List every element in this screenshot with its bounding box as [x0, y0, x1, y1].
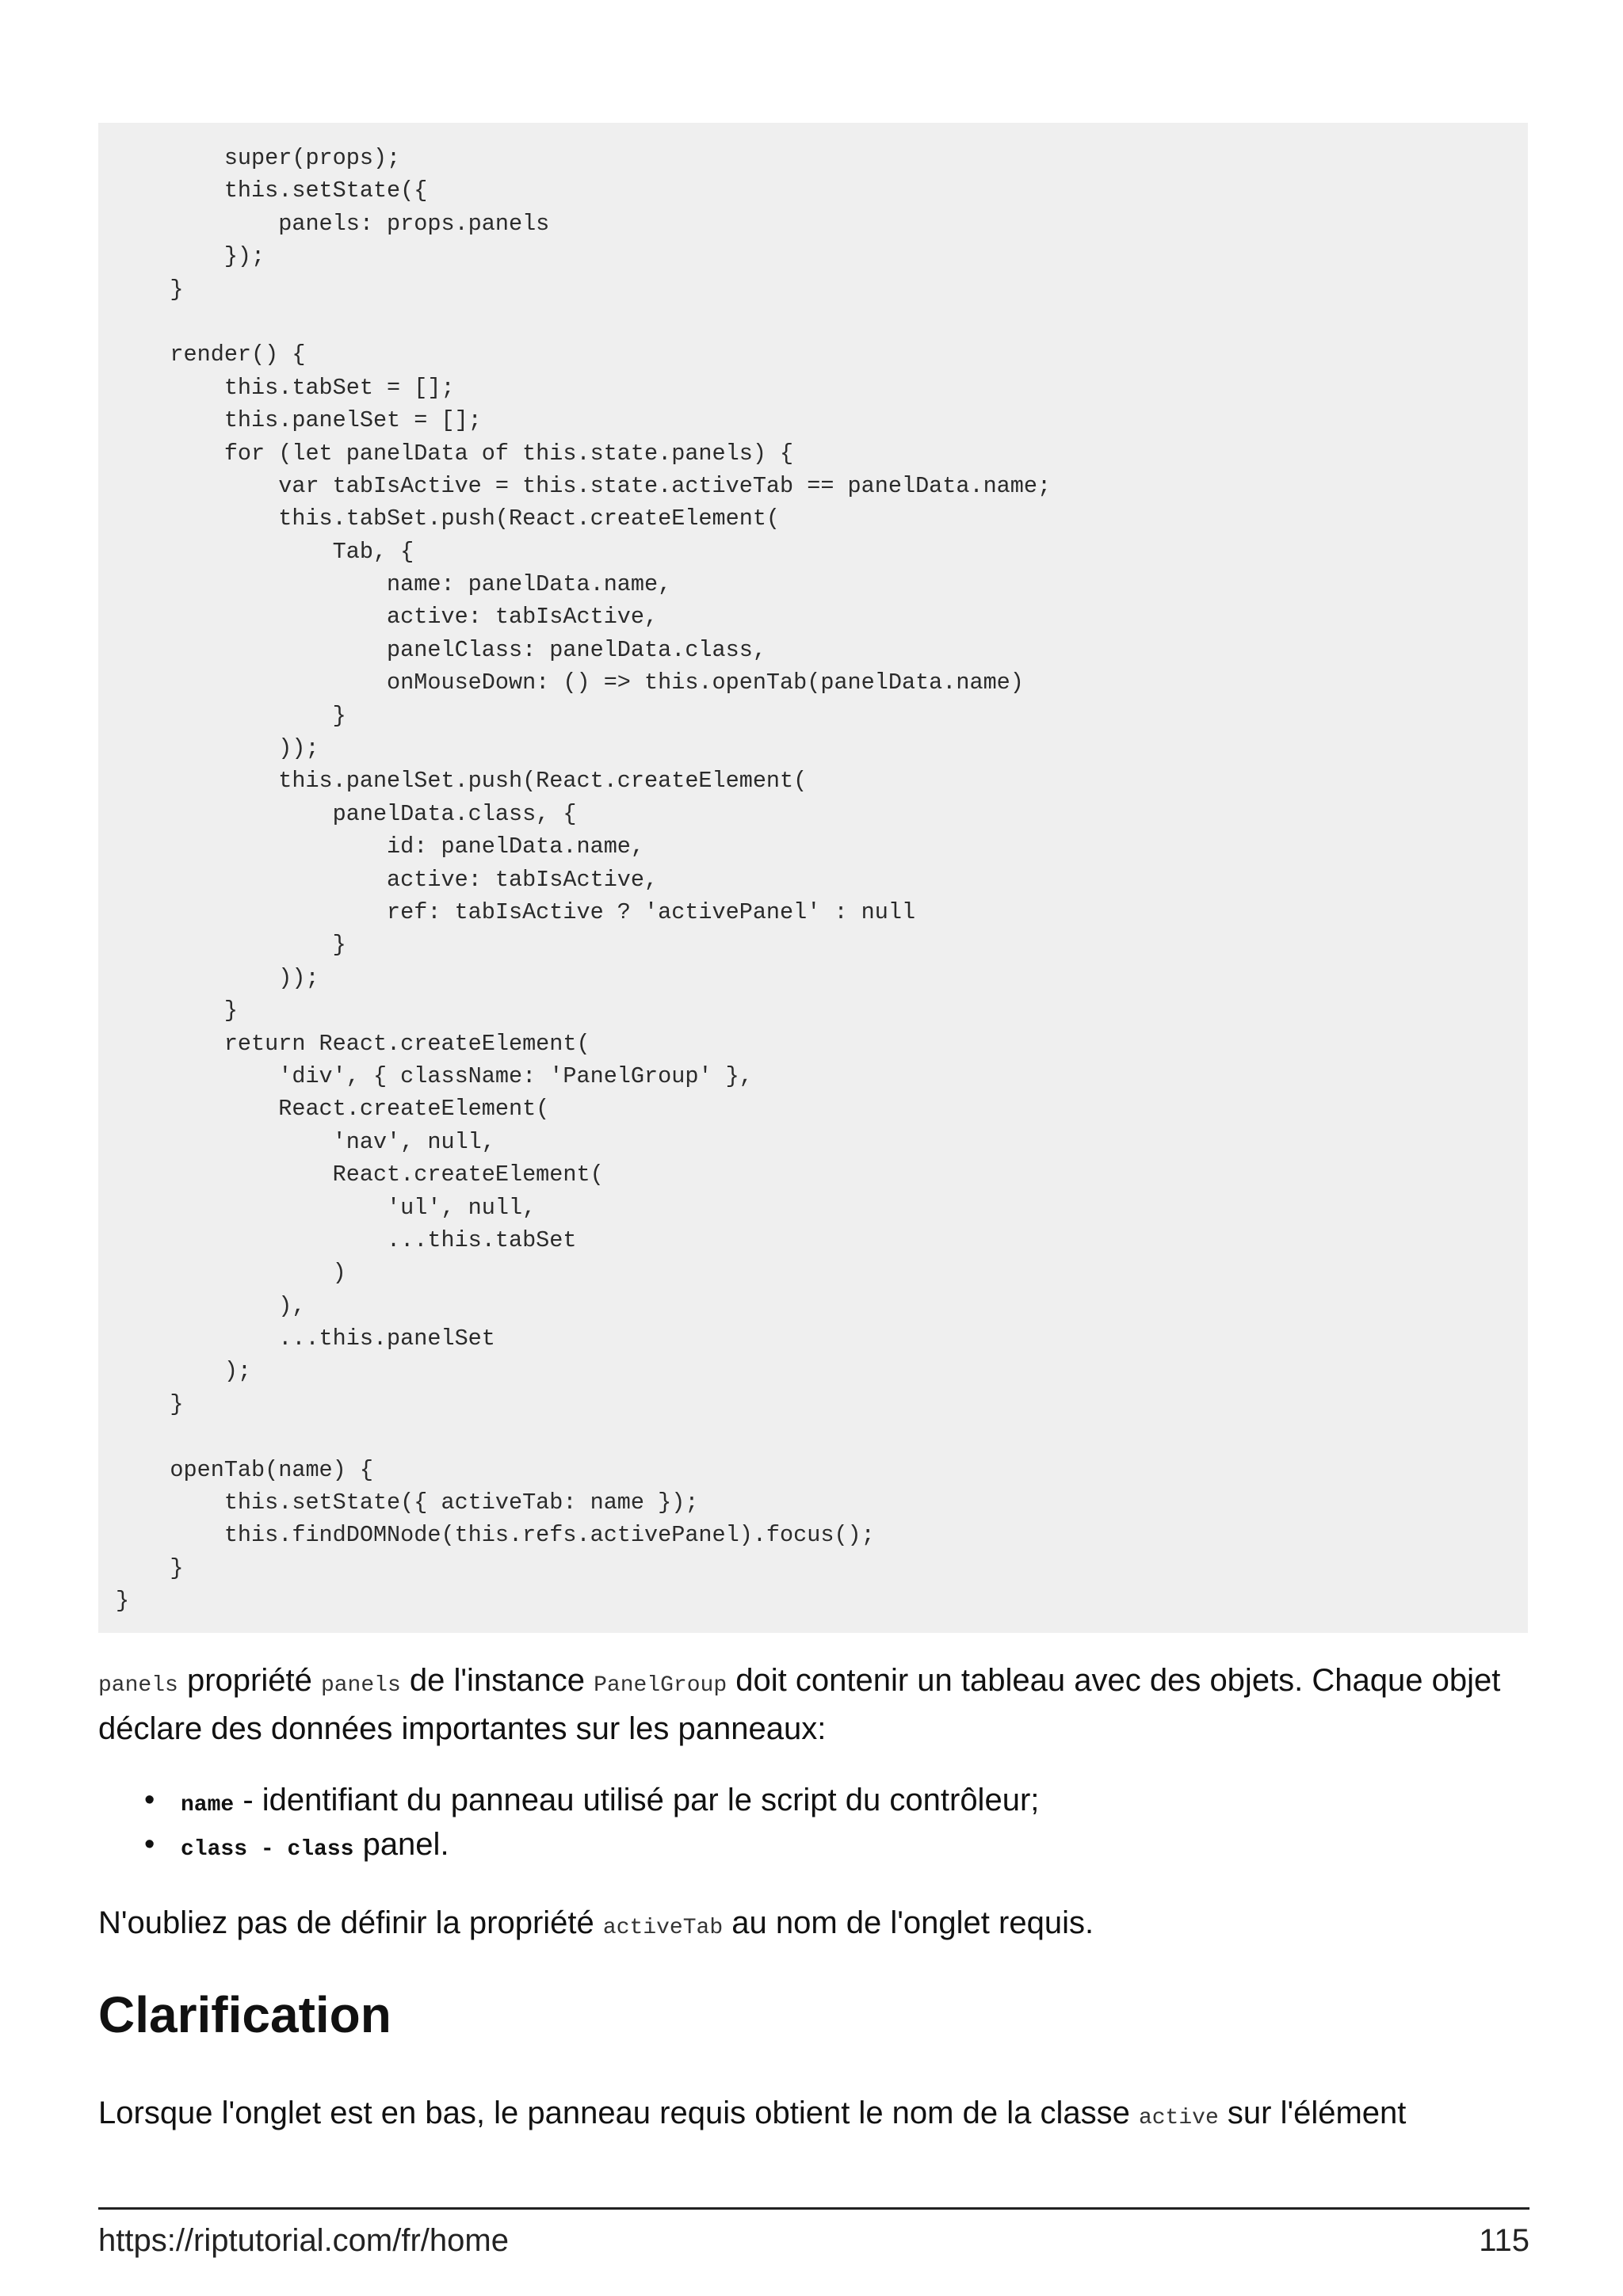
code-line: active: tabIsActive, [116, 604, 659, 631]
code-line: this.setState({ [116, 177, 428, 204]
code-line: id: panelData.name, [116, 833, 645, 860]
bullet-icon: • [144, 1828, 155, 1861]
footer-divider [98, 2207, 1529, 2210]
code-line: React.createElement( [116, 1161, 604, 1188]
inline-code-panelgroup: PanelGroup [594, 1673, 727, 1698]
text-segment: propriété [178, 1663, 321, 1698]
list-item [98, 1778, 1525, 1822]
code-line: ) [116, 1260, 346, 1287]
code-line: } [116, 702, 346, 729]
code-line: for (let panelData of this.state.panels) { [116, 440, 794, 467]
code-line: }); [116, 243, 265, 270]
code-line: panelClass: panelData.class, [116, 636, 766, 663]
code-line: } [116, 1588, 130, 1615]
code-line: } [116, 276, 184, 303]
code-line: )); [116, 735, 319, 762]
code-line: this.panelSet = []; [116, 407, 482, 434]
code-line: this.tabSet.push(React.createElement( [116, 505, 781, 532]
code-block [98, 123, 1528, 1633]
code-line: active: tabIsActive, [116, 866, 659, 893]
text-segment: sur l'élément [1218, 2096, 1407, 2130]
code-line: this.tabSet = []; [116, 374, 455, 401]
footer-url: https://riptutorial.com/fr/home [98, 2223, 509, 2258]
text-segment: doit contenir un tableau avec des objets. Chaque objet déclare des données importantes sur les panneaux: [98, 1663, 1501, 1746]
inline-code-class: class [181, 1837, 248, 1862]
code-line: ); [116, 1358, 252, 1385]
code-line: openTab(name) { [116, 1456, 373, 1483]
code-line: this.panelSet.push(React.createElement( [116, 768, 808, 795]
property-list [98, 1778, 1525, 1867]
panels-description [98, 1659, 1525, 1750]
code-line [116, 306, 1528, 338]
code-line: panels: props.panels [116, 210, 550, 237]
code-line: var tabIsActive = this.state.activeTab == panelData.name; [116, 472, 1052, 499]
code-line: 'ul', null, [116, 1194, 537, 1221]
code-line: render() { [116, 341, 306, 368]
code-line: super(props); [116, 145, 401, 171]
code-line: panelData.class, { [116, 800, 577, 827]
code-line: } [116, 1390, 184, 1417]
code-line: )); [116, 964, 319, 991]
code-line: } [116, 1554, 184, 1581]
code-line: ), [116, 1292, 306, 1319]
list-item [98, 1822, 1525, 1867]
code-line: onMouseDown: () => this.openTab(panelData.name) [116, 669, 1024, 696]
code-line: ...this.tabSet [116, 1226, 577, 1253]
text-segment: au nom de l'onglet requis. [723, 1905, 1094, 1940]
separator: - [247, 1837, 288, 1862]
inline-code-name: name [181, 1793, 235, 1817]
code-line: ...this.panelSet [116, 1325, 495, 1352]
code-line: Tab, { [116, 538, 414, 565]
inline-code-active: active [1138, 2106, 1219, 2130]
code-line: } [116, 932, 346, 959]
code-line: this.findDOMNode(this.refs.activePanel).focus(); [116, 1522, 875, 1549]
code-line: React.createElement( [116, 1096, 550, 1123]
inline-code-activetab: activeTab [602, 1916, 724, 1940]
text-segment: Lorsque l'onglet est en bas, le panneau requis obtient le nom de la classe [98, 2096, 1139, 2130]
clarification-text [98, 2092, 1525, 2140]
section-heading: Clarification [98, 1986, 391, 2043]
code-line: this.setState({ activeTab: name }); [116, 1489, 699, 1516]
code-line: 'div', { className: 'PanelGroup' }, [116, 1062, 753, 1089]
inline-code-panels: panels [98, 1673, 178, 1698]
list-item-text: panel. [353, 1827, 449, 1862]
code-line [116, 1421, 1528, 1453]
code-line: 'nav', null, [116, 1128, 495, 1155]
code-line: ref: tabIsActive ? 'activePanel' : null [116, 898, 916, 925]
code-line: return React.createElement( [116, 1030, 590, 1057]
activetab-note [98, 1901, 1525, 1950]
inline-code-class-2: class [287, 1837, 354, 1862]
code-line: name: panelData.name, [116, 571, 672, 598]
code-line: } [116, 997, 238, 1024]
list-item-text: - identifiant du panneau utilisé par le script du contrôleur; [234, 1783, 1040, 1817]
inline-code-panels-2: panels [320, 1673, 401, 1698]
text-segment: de l'instance [400, 1663, 594, 1698]
text-segment: N'oubliez pas de définir la propriété [98, 1905, 603, 1940]
page-number: 115 [1479, 2223, 1529, 2258]
bullet-icon: • [144, 1783, 155, 1817]
